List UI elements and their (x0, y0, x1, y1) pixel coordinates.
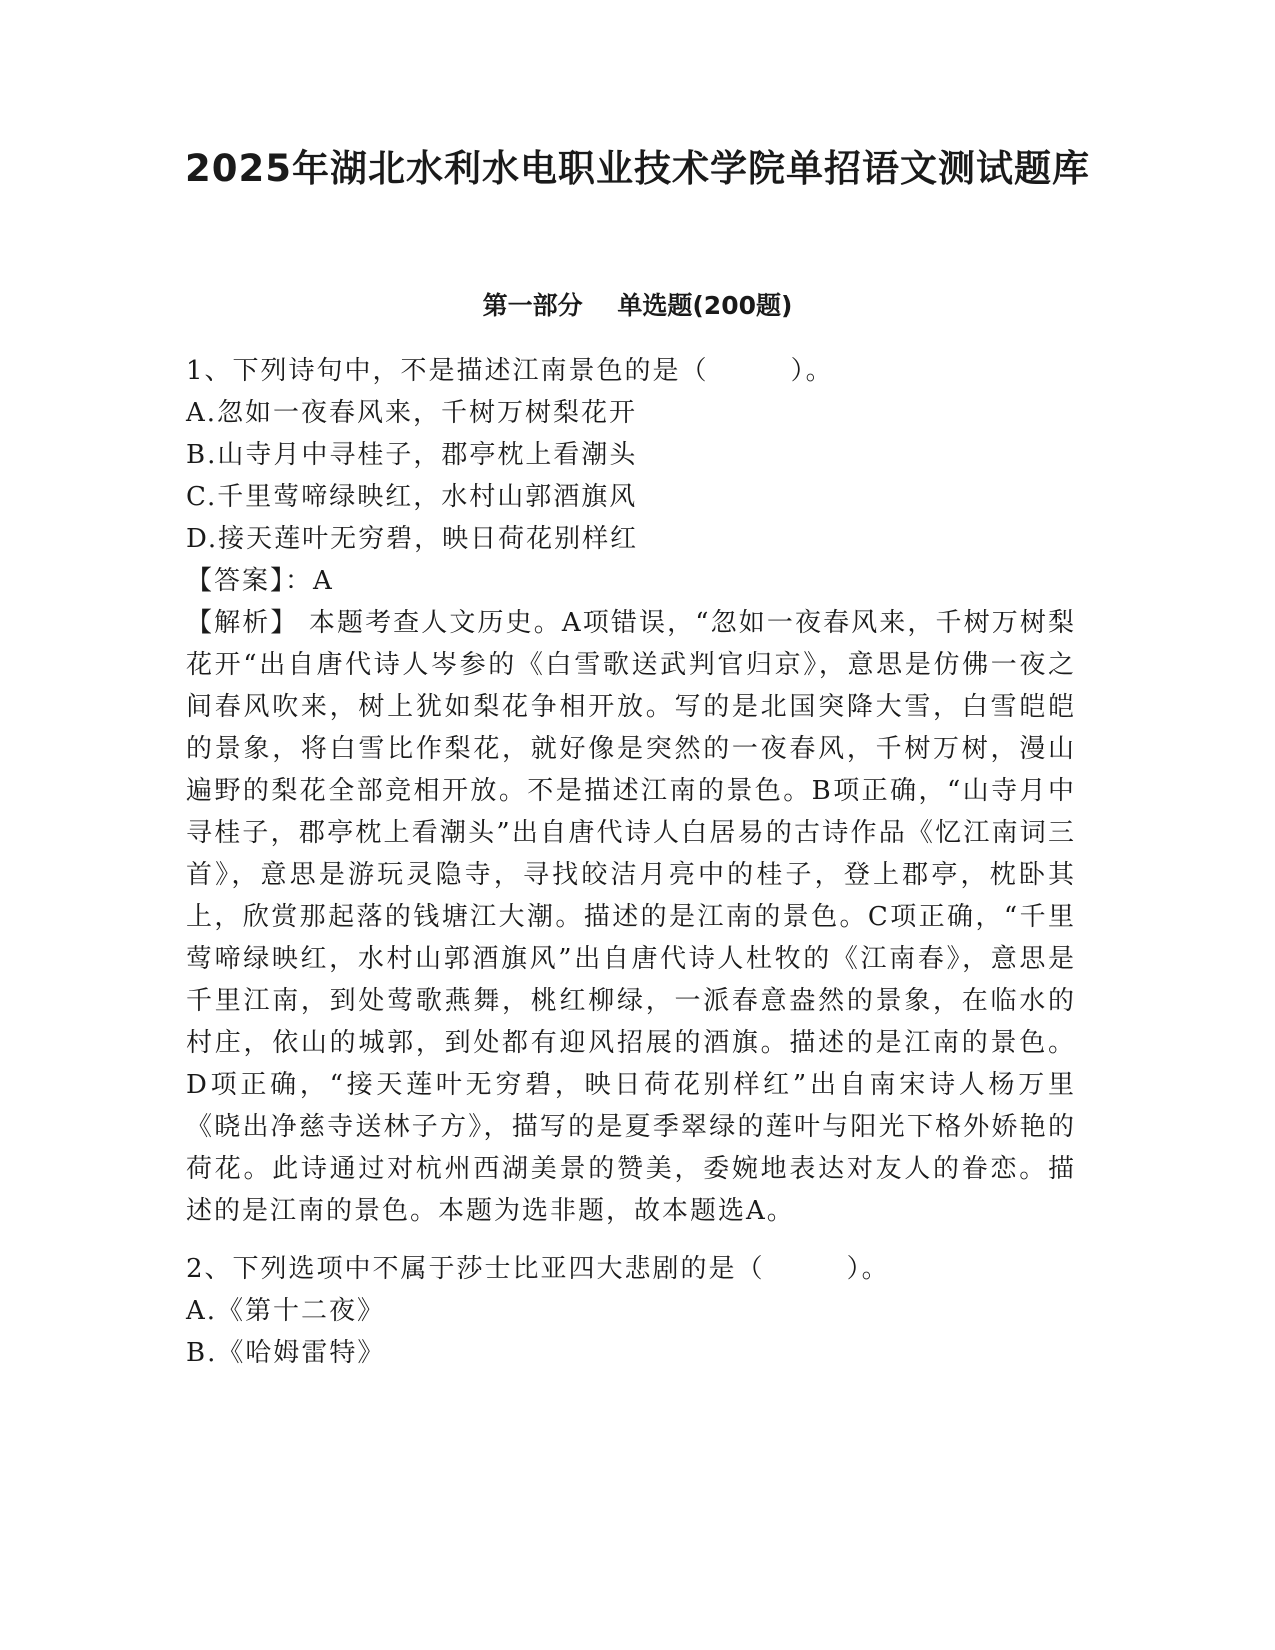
option-d: D.接天莲叶无穷碧，映日荷花别样红 (186, 524, 639, 554)
document-title: 2025年湖北水利水电职业技术学院单招语文测试题库 (185, 147, 1090, 190)
section-title: 第一部分 单选题(200题) (482, 291, 793, 320)
option-a: A.忽如一夜春风来，千树万树梨花开 (186, 398, 638, 428)
option-b: B.《哈姆雷特》 (186, 1338, 386, 1368)
question-stem: 2、下列选项中不属于莎士比亚四大悲剧的是（ ）。 (186, 1254, 890, 1284)
question-spacer (186, 1232, 1076, 1248)
option-a: A.《第十二夜》 (186, 1296, 386, 1326)
question-1 (186, 350, 1076, 1232)
question-2 (186, 1248, 1076, 1374)
question-stem: 1、下列诗句中，不是描述江南景色的是（ ）。 (186, 356, 834, 386)
document-body (186, 350, 1076, 1374)
option-b: B.山寺月中寻桂子，郡亭枕上看潮头 (186, 440, 638, 470)
option-c: C.千里莺啼绿映红，水村山郭酒旗风 (186, 482, 638, 512)
analysis-paragraph: 【解析】 本题考查人文历史。A项错误，“忽如一夜春风来，千树万树梨花开“出自唐代诗人岑参的《白雪歌送武判官归京》，意思是仿佛一夜之间春风吹来，树上犹如梨花争相开放。写的是北国突降大雪，白雪皑皑的景象，将白雪比作梨花，就好像是突然的一夜春风，千树万树，漫山遍野的梨花全部竞相开放。不是描述江南的景色。B项正确，“山寺月中寻桂子，郡亭枕上看潮头”出自唐代诗人白居易的古诗作品《忆江南词三首》，意思是游玩灵隐寺，寻找皎洁月亮中的桂子，登上郡亭，枕卧其上，欣赏那起落的钱塘江大潮。描述的是江南的景色。C项正确，“千里莺啼绿映红，水村山郭酒旗风”出自唐代诗人杜牧的《江南春》，意思是千里江南，到处莺歌燕舞，桃红柳绿，一派春意盎然的景象，在临水的村庄，依山的城郭，到处都有迎风招展的酒旗。描述的是江南的景色。D项正确，“接天莲叶无穷碧，映日荷花别样红”出自南宋诗人杨万里《晓出净慈寺送林子方》，描写的是夏季翠绿的莲叶与阳光下格外娇艳的荷花。此诗通过对杭州西湖美景的赞美，委婉地表达对友人的眷恋。描述的是江南的景色。本题为选非题，故本题选A。 (186, 608, 1076, 1226)
answer-line: 【答案】：A (186, 566, 334, 596)
